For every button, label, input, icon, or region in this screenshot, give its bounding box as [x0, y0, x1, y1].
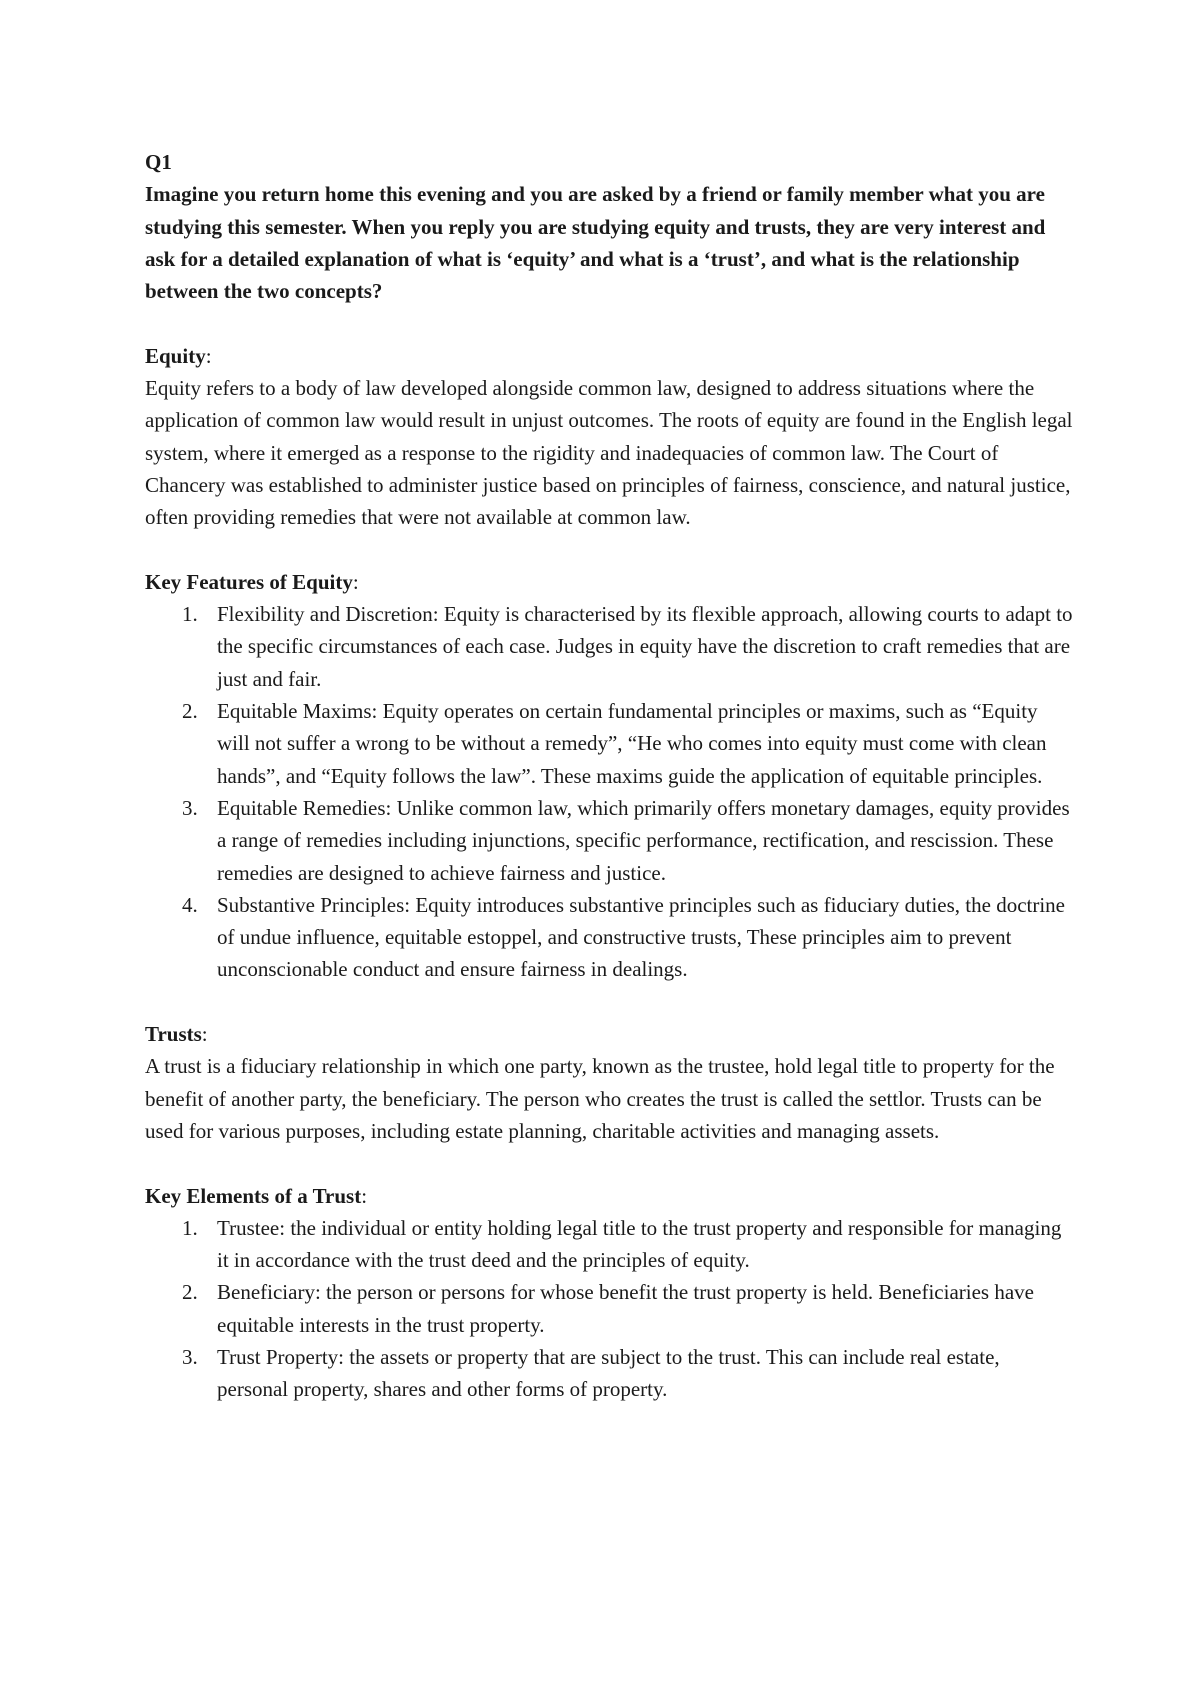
list-item: [145, 1276, 1075, 1341]
equity-heading-text: Equity: [145, 343, 206, 368]
list-item: [145, 792, 1075, 889]
equity-heading-colon: :: [205, 343, 212, 368]
list-item-number: 4.: [182, 892, 198, 917]
trusts-heading-text: Trusts: [145, 1022, 202, 1047]
key-elements-heading: [145, 1180, 1075, 1212]
equity-heading: [145, 340, 1075, 372]
key-elements-list: [145, 1212, 1075, 1406]
list-item-number: 1.: [182, 1215, 198, 1240]
list-item-text: Trust Property: the assets or property that are subject to the trust. This can include real estate, personal property, shares and other forms of property.: [217, 1344, 1000, 1402]
trusts-heading-colon: :: [201, 1022, 208, 1047]
key-features-heading-text: Key Features of Equity: [145, 569, 353, 594]
key-features-heading: [145, 566, 1075, 598]
list-item-text: Equitable Remedies: Unlike common law, which primarily offers monetary damages, equity provides a range of remedies including injunctions, specific performance, rectification, and rescission. These remedies are designed to achieve fairness and justice.: [217, 795, 1070, 885]
key-elements-heading-colon: :: [361, 1183, 368, 1208]
list-item: [145, 598, 1075, 695]
list-item-number: 2.: [182, 1280, 198, 1305]
key-elements-heading-text: Key Elements of a Trust: [145, 1183, 362, 1208]
key-features-list: [145, 598, 1075, 986]
list-item-text: Beneficiary: the person or persons for whose benefit the trust property is held. Beneficiaries have equitable interests in the trust property.: [217, 1280, 1034, 1337]
list-item-number: 2.: [182, 699, 198, 724]
key-features-heading-colon: :: [352, 569, 359, 594]
list-item-number: 3.: [182, 1344, 198, 1369]
list-item-number: 1.: [182, 602, 198, 627]
list-item-text: Substantive Principles: Equity introduces substantive principles such as fiduciary duties, the doctrine of undue influence, equitable estoppel, and constructive trusts, These principles aim to prevent unconscionable conduct and ensure fairness in dealings.: [217, 892, 1065, 982]
trusts-paragraph: A trust is a fiduciary relationship in which one party, known as the trustee, hold legal title to property for the benefit of another party, the beneficiary. The person who creates the trust is called the settlor. Trusts can be used for various purposes, including estate planning, charitable activities and managing assets.: [145, 1054, 1055, 1143]
list-item-text: Trustee: the individual or entity holding legal title to the trust property and responsible for managing it in accordance with the trust deed and the principles of equity.: [217, 1215, 1062, 1273]
list-item-text: Equitable Maxims: Equity operates on certain fundamental principles or maxims, such as “Equity will not suffer a wrong to be without a remedy”, “He who comes into equity must come with clean hands”, and “Equity follows the law”. These maxims guide the application of equitable principles.: [217, 699, 1047, 788]
list-item: [145, 1212, 1075, 1277]
trusts-heading: [145, 1018, 1075, 1050]
document-body: [145, 146, 1075, 1406]
question-label: Q1: [145, 150, 172, 174]
list-item: [145, 695, 1075, 792]
question-text: Imagine you return home this evening and you are asked by a friend or family member what you are studying this semester. When you reply you are studying equity and trusts, they are very interest and ask for a detailed explanation of what is ‘equity’ and what is a ‘trust’, and what is the relationship between the two concepts?: [145, 182, 1046, 304]
equity-paragraph: Equity refers to a body of law developed alongside common law, designed to address situations where the application of common law would result in unjust outcomes. The roots of equity are found in the English legal system, where it emerged as a response to the rigidity and inadequacies of common law. The Court of Chancery was established to administer justice based on principles of fairness, conscience, and natural justice, often providing remedies that were not available at common law.: [145, 376, 1073, 530]
list-item-text: Flexibility and Discretion: Equity is characterised by its flexible approach, allowing courts to adapt to the specific circumstances of each case. Judges in equity have the discretion to craft remedies that are just and fair.: [217, 602, 1073, 691]
list-item-number: 3.: [182, 795, 198, 820]
list-item: [145, 889, 1075, 986]
list-item: [145, 1341, 1075, 1406]
